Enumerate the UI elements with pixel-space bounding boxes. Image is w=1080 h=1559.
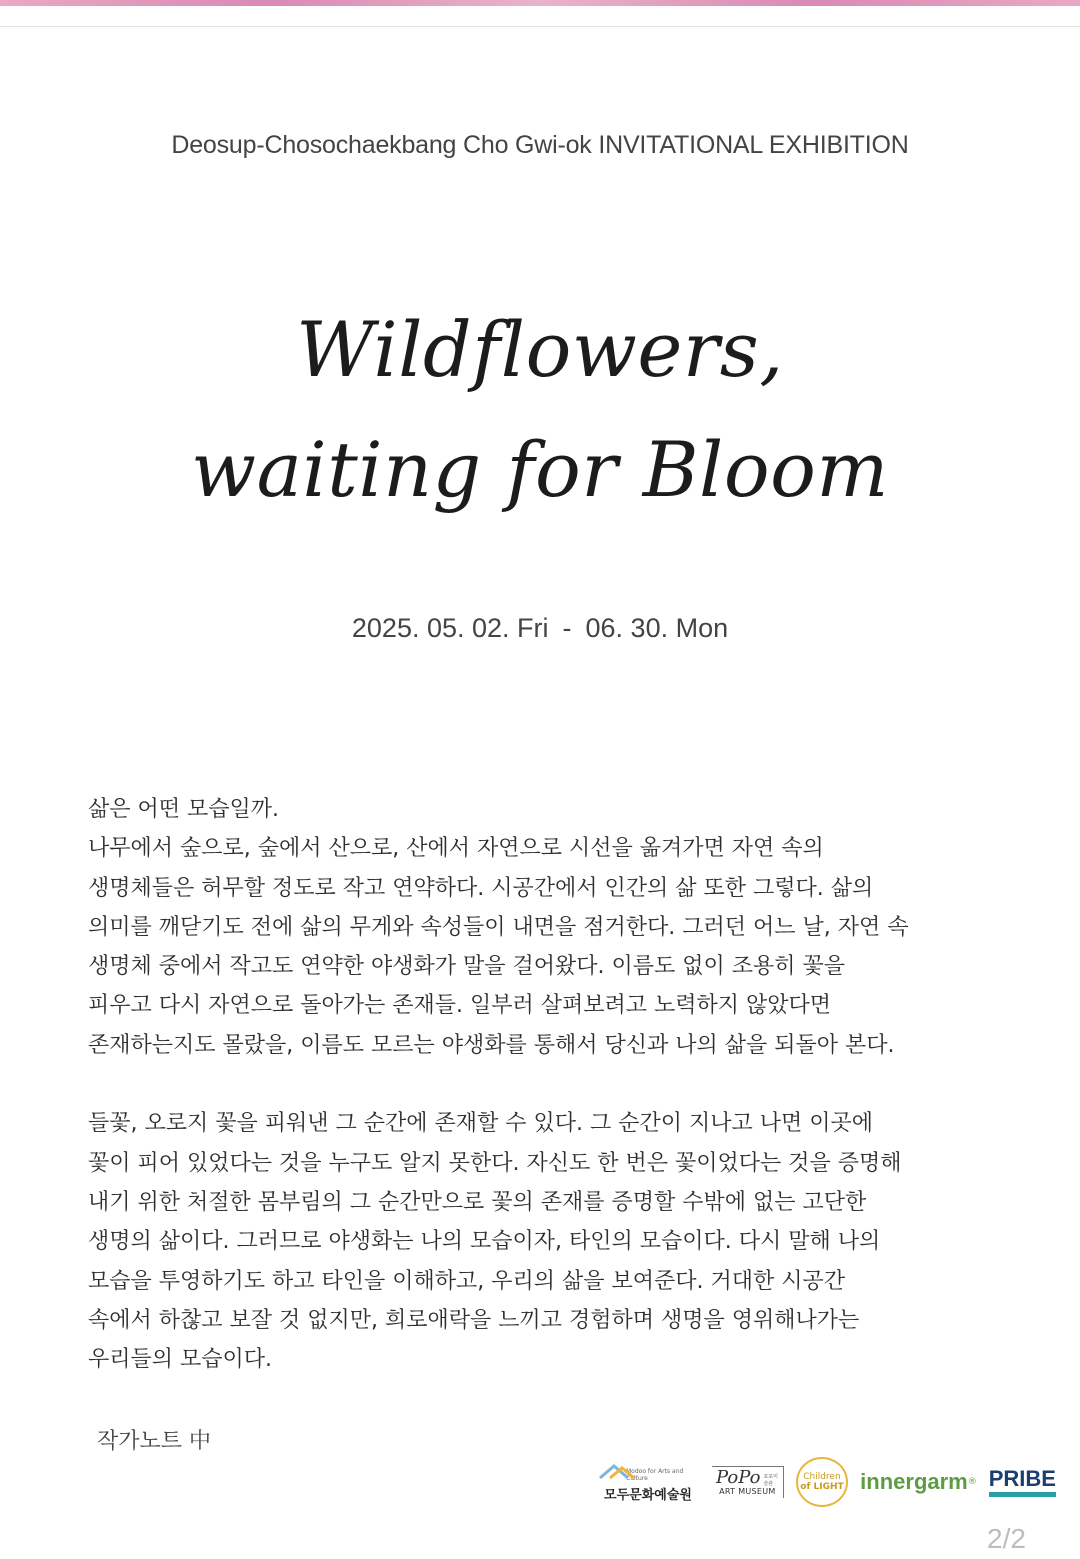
start-date: 2025. 05. 02. Fri (351, 613, 549, 643)
text-line: 삶은 어떤 모습일까. (88, 797, 279, 822)
innergarm-mark: ® (967, 1477, 977, 1487)
page-indicator: 2/2 (987, 1523, 1026, 1554)
modu-tagline: Modoo for Arts and Culture (626, 1467, 684, 1482)
text-line: 생명체 중에서 작고도 연약한 야생화가 말을 걸어왔다. 이름도 없이 조용히 꽃을 (88, 954, 845, 980)
artist-statement (88, 790, 998, 1379)
top-accent-bar (0, 0, 1080, 6)
end-date: 06. 30. Mon (585, 613, 729, 643)
text-line: 생명체들은 허무할 정도로 작고 연약하다. 시공간에서 인간의 삶 또한 그렇다. 삶의 (88, 875, 874, 901)
text-line: 존재하는지도 몰랐을, 이름도 모르는 야생화를 통해서 당신과 나의 삶을 되돌아 본다. (88, 1032, 895, 1058)
text-line: 의미를 깨닫기도 전에 삶의 무게와 속성들이 내면을 점거한다. 그러던 어느 날, 자연 속 (88, 914, 909, 940)
text-line: 들꽃, 오로지 꽃을 피워낸 그 순간에 존재할 수 있다. 그 순간이 지나고 나면 이곳에 (88, 1111, 873, 1137)
text-line: 나무에서 숲으로, 숲에서 산으로, 산에서 자연으로 시선을 옮겨가면 자연 속의 (88, 836, 824, 862)
pribe-logo: PRIBE (989, 1468, 1056, 1497)
date-separator: - (562, 613, 572, 643)
modu-name: 모두문화예술원 (604, 1487, 692, 1503)
exhibition-subtitle: Deosup-Chosochaekbang Cho Gwi-ok INVITATIONAL EXHIBITION (171, 131, 909, 159)
text-line: 내기 위한 처절한 몸부림의 그 순간만으로 꽃의 존재를 증명할 수밖에 없는 고단한 (88, 1189, 867, 1215)
col-line-2: of LIGHT (800, 1482, 844, 1492)
pribe-logo-wrap (988, 1465, 1056, 1497)
top-divider (0, 26, 1080, 27)
text-line: 우리들의 모습이다. (88, 1347, 273, 1373)
text-line: 속에서 하찮고 보잘 것 없지만, 희로애락을 느끼고 경험하며 생명을 영위해나가는 (88, 1307, 860, 1333)
text-line: 모습을 투영하기도 하고 타인을 이해하고, 우리의 삶을 보여준다. 거대한 시공간 (88, 1268, 845, 1294)
statement-paragraph-1 (88, 790, 998, 1065)
innergarm-logo: innergarm (860, 1469, 968, 1494)
title-line-1: Wildflowers, (296, 305, 784, 394)
popo-caption: ART MUSEUM (719, 1487, 776, 1496)
exhibition-dates (0, 613, 1080, 644)
title-line-2: waiting for Bloom (191, 425, 889, 514)
popo-art-museum-logo (712, 1466, 784, 1498)
modu-logo (596, 1462, 700, 1503)
popo-mark: PoPo (716, 1467, 761, 1488)
sponsor-logos (596, 1456, 1056, 1508)
col-line-1: Children (803, 1472, 841, 1482)
exhibition-title (0, 290, 1080, 530)
house-icon (596, 1462, 700, 1480)
children-of-light-logo (796, 1457, 848, 1507)
text-line: 꽃이 피어 있었다는 것을 누구도 알지 못한다. 자신도 한 번은 꽃이었다는 것을 증명해 (88, 1150, 902, 1176)
text-line: 피우고 다시 자연으로 돌아가는 존재들. 일부러 살펴보려고 노력하지 않았다면 (88, 993, 832, 1019)
artist-note-credit: 작가노트 中 (97, 1429, 212, 1454)
innergarm-logo-wrap (860, 1469, 977, 1495)
statement-paragraph-2 (88, 1104, 998, 1379)
text-line: 생명의 삶이다. 그러므로 야생화는 나의 모습이자, 타인의 모습이다. 다시 말해 나의 (88, 1229, 881, 1255)
popo-small-kr: 포포미술관 (763, 1474, 778, 1487)
